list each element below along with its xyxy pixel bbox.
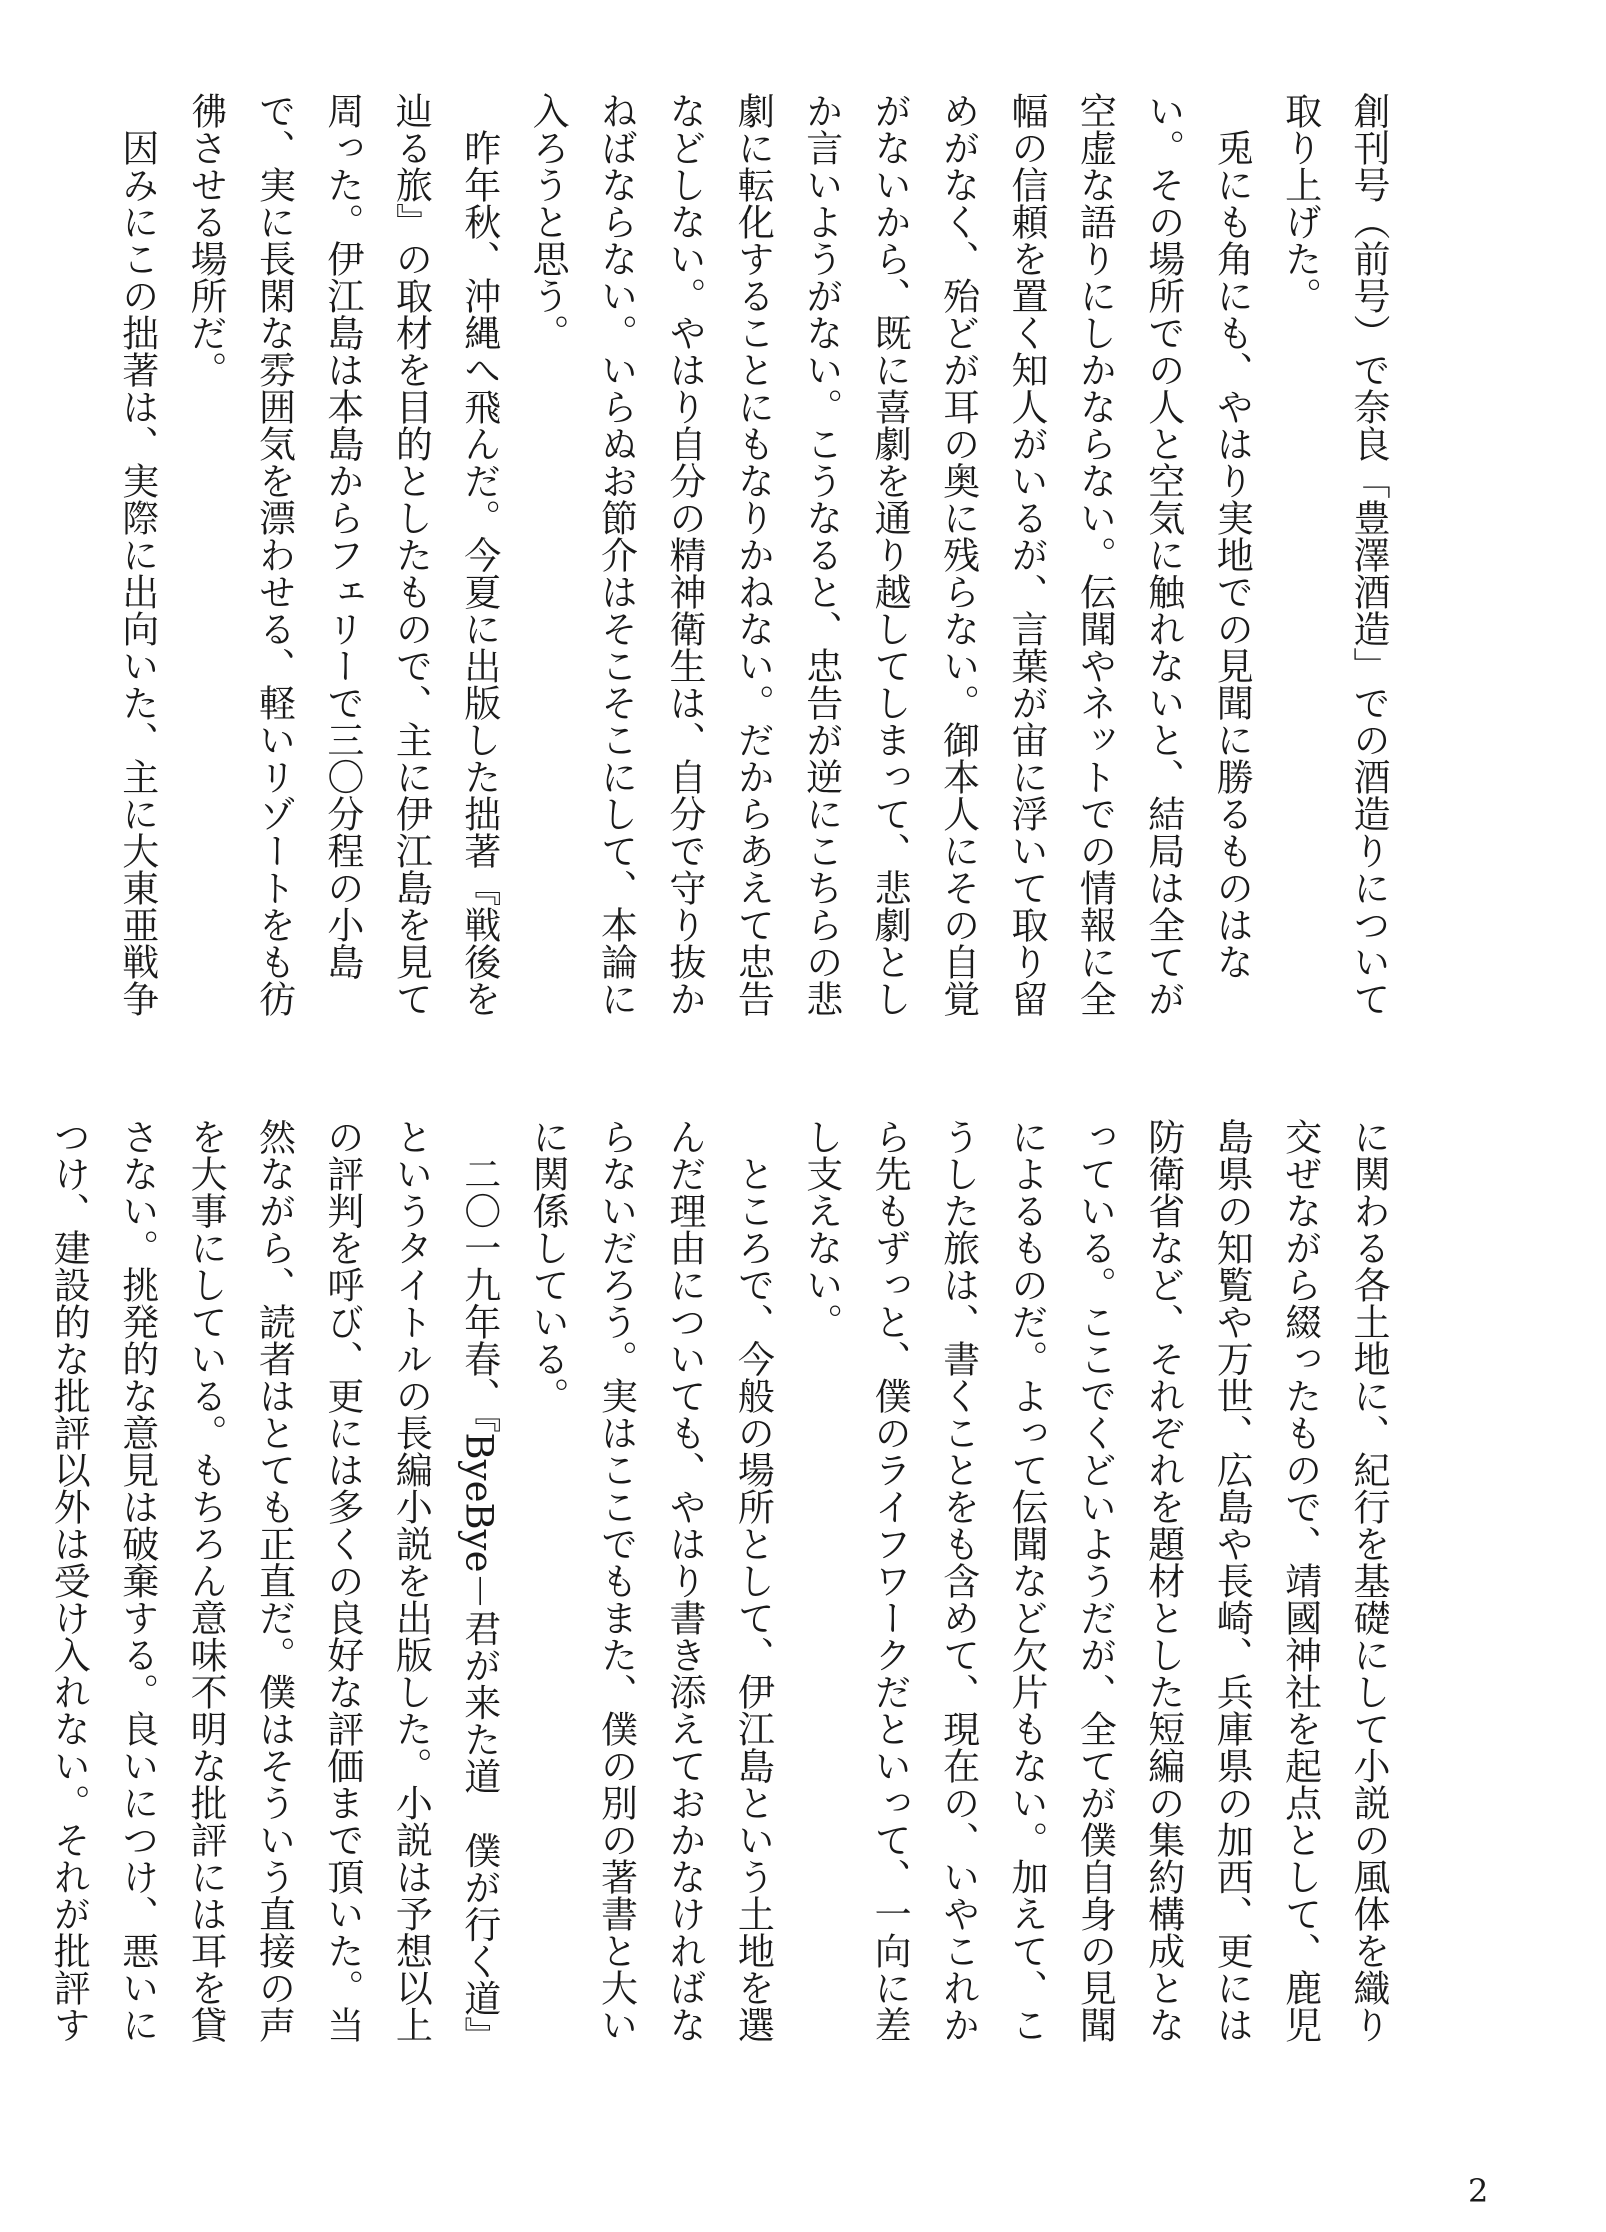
paragraph: 創刊号（前号）で奈良「豊澤酒造」での酒造りについて取り上げた。 xyxy=(1278,92,1390,1017)
paragraph: ところで、今般の場所として、伊江島という土地を選んだ理由についても、やはり書き添えておかなければならないだろう。実はここでもまた、僕の別の著書と大いに関係している。 xyxy=(526,1118,775,2043)
paragraph: に関わる各土地に、紀行を基礎にして小説の風体を織り交ぜながら綴ったもので、靖國神社を起点として、鹿児島県の知覧や万世、広島や長崎、兵庫県の加西、更には防衛省など、それぞれを題材とした短編の集約構成となっている。ここでくどいようだが、全てが僕自身の見聞によるものだ。よって伝聞など欠片もない。加えて、こうした旅は、書くことをも含めて、現在の、いやこれから先もずっと、僕のライフワークだといって、一向に差し支えない。 xyxy=(799,1118,1390,2043)
page-number: 2 xyxy=(1468,2172,1489,2210)
lower-text-column xyxy=(47,1118,1402,2078)
paragraph: 因みにこの拙著は、実際に出向いた、主に大東亜戦争 xyxy=(115,92,159,1017)
paragraph: 二〇一九年春、『ByeBye－君が来た道 僕が行く道』というタイトルの長編小説を出版した。小説は予想以上の評判を呼び、更には多くの良好な評価まで頂いた。当然ながら、読者はとても正直だ。僕はそういう直接の声を大事にしている。もちろん意味不明な批評には耳を貸さない。挑発的な意見は破棄する。良いにつけ、悪いにつけ、建設的な批評以外は受け入れない。それが批評す xyxy=(47,1118,501,2054)
upper-text-column xyxy=(115,92,1402,1052)
paragraph: 兎にも角にも、やはり実地での見聞に勝るものはない。その場所での人と空気に触れないと、結局は全てが空虚な語りにしかならない。伝聞やネットでの情報に全幅の信頼を置く知人がいるが、言葉が宙に浮いて取り留めがなく、殆どが耳の奥に残らない。御本人にその自覚がないから、既に喜劇を通り越してしまって、悲劇としか言いようがない。こうなると、忠告が逆にこちらの悲劇に転化することにもなりかねない。だからあえて忠告などしない。やはり自分の精神衛生は、自分で守り抜かねばならない。いらぬお節介はそこそこにして、本論に入ろうと思う。 xyxy=(526,92,1254,1017)
paragraph: 昨年秋、沖縄へ飛んだ。今夏に出版した拙著『戦後を辿る旅』の取材を目的としたもので、主に伊江島を見て周った。伊江島は本島からフェリーで三〇分程の小島で、実に長閑な雰囲気を漂わせる、軽いリゾートをも彷彿させる場所だ。 xyxy=(184,92,501,1017)
